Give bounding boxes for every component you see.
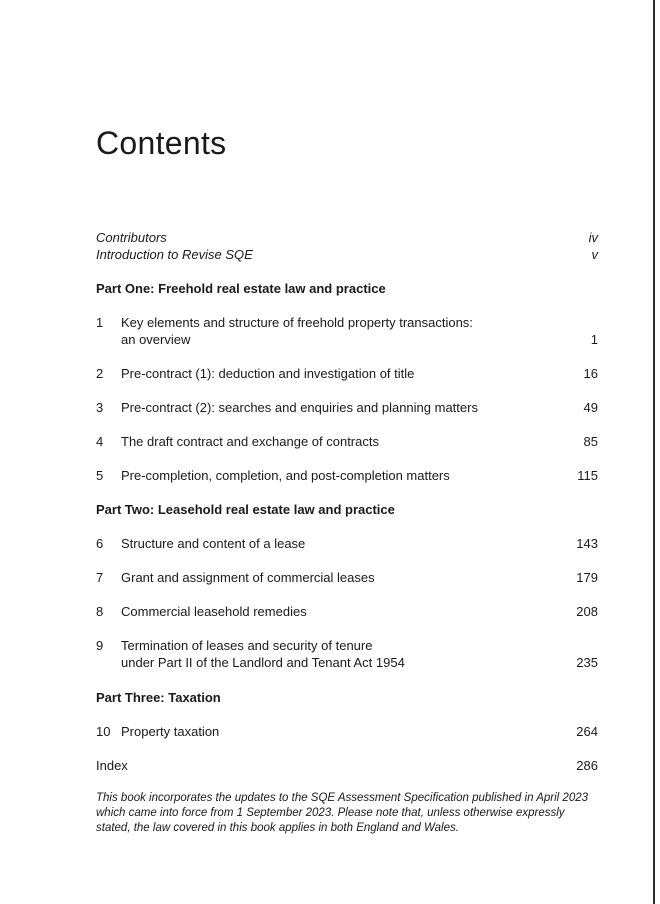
toc-entry-page: iv [588,230,598,245]
chapter-number: 1 [96,315,104,330]
toc-chapter-1[interactable] [96,314,598,348]
part-two-heading: Part Two: Leasehold real estate law and practice [96,502,395,517]
chapter-page: 1 [590,332,598,347]
toc-entry-label: Introduction to Revise SQE [96,247,253,262]
chapter-title: Structure and content of a lease [121,536,306,551]
chapter-title: Grant and assignment of commercial leases [121,570,375,585]
chapter-number: 6 [96,536,104,551]
chapter-title: Termination of leases and security of tenure [121,638,373,653]
chapter-page: 179 [576,570,598,585]
chapter-number: 2 [96,366,104,381]
chapter-title-continued: under Part II of the Landlord and Tenant Act 1954 [121,655,405,670]
chapter-title: Pre-completion, completion, and post-completion matters [121,468,450,483]
part-three-heading: Part Three: Taxation [96,690,221,705]
chapter-page: 16 [583,366,598,381]
index-page: 286 [576,758,598,773]
part-one-heading: Part One: Freehold real estate law and practice [96,281,386,296]
chapter-title: Pre-contract (2): searches and enquiries and planning matters [121,400,478,415]
chapter-title: The draft contract and exchange of contracts [121,434,379,449]
chapter-page: 49 [583,400,598,415]
chapter-number: 7 [96,570,104,585]
page-title: Contents [96,125,227,161]
chapter-page: 264 [576,724,598,739]
chapter-number: 4 [96,434,104,449]
chapter-number: 9 [96,638,104,653]
chapter-title-continued: an overview [121,332,191,347]
toc-chapter-9[interactable] [96,637,598,671]
chapter-number: 10 [96,724,111,739]
chapter-number: 5 [96,468,104,483]
page-edge [653,0,655,904]
chapter-title: Property taxation [121,724,220,739]
chapter-title: Commercial leasehold remedies [121,604,307,619]
toc-entry-label: Contributors [96,230,167,245]
chapter-title: Key elements and structure of freehold property transactions: [121,315,473,330]
index-label: Index [96,758,128,773]
toc-entry-page: v [591,247,598,262]
chapter-number: 8 [96,604,104,619]
edition-note: This book incorporates the updates to the SQE Assessment Specification published in April 2023 which came into force from 1 September 2023. Please note that, unless otherwise expressly stated, the law covered in this book applies in both England and Wales. [96,792,589,834]
chapter-title: Pre-contract (1): deduction and investigation of title [121,366,415,381]
chapter-page: 208 [576,604,598,619]
chapter-page: 143 [576,536,598,551]
chapter-page: 85 [583,434,598,449]
chapter-page: 235 [576,655,598,670]
chapter-number: 3 [96,400,104,415]
chapter-page: 115 [577,468,598,483]
